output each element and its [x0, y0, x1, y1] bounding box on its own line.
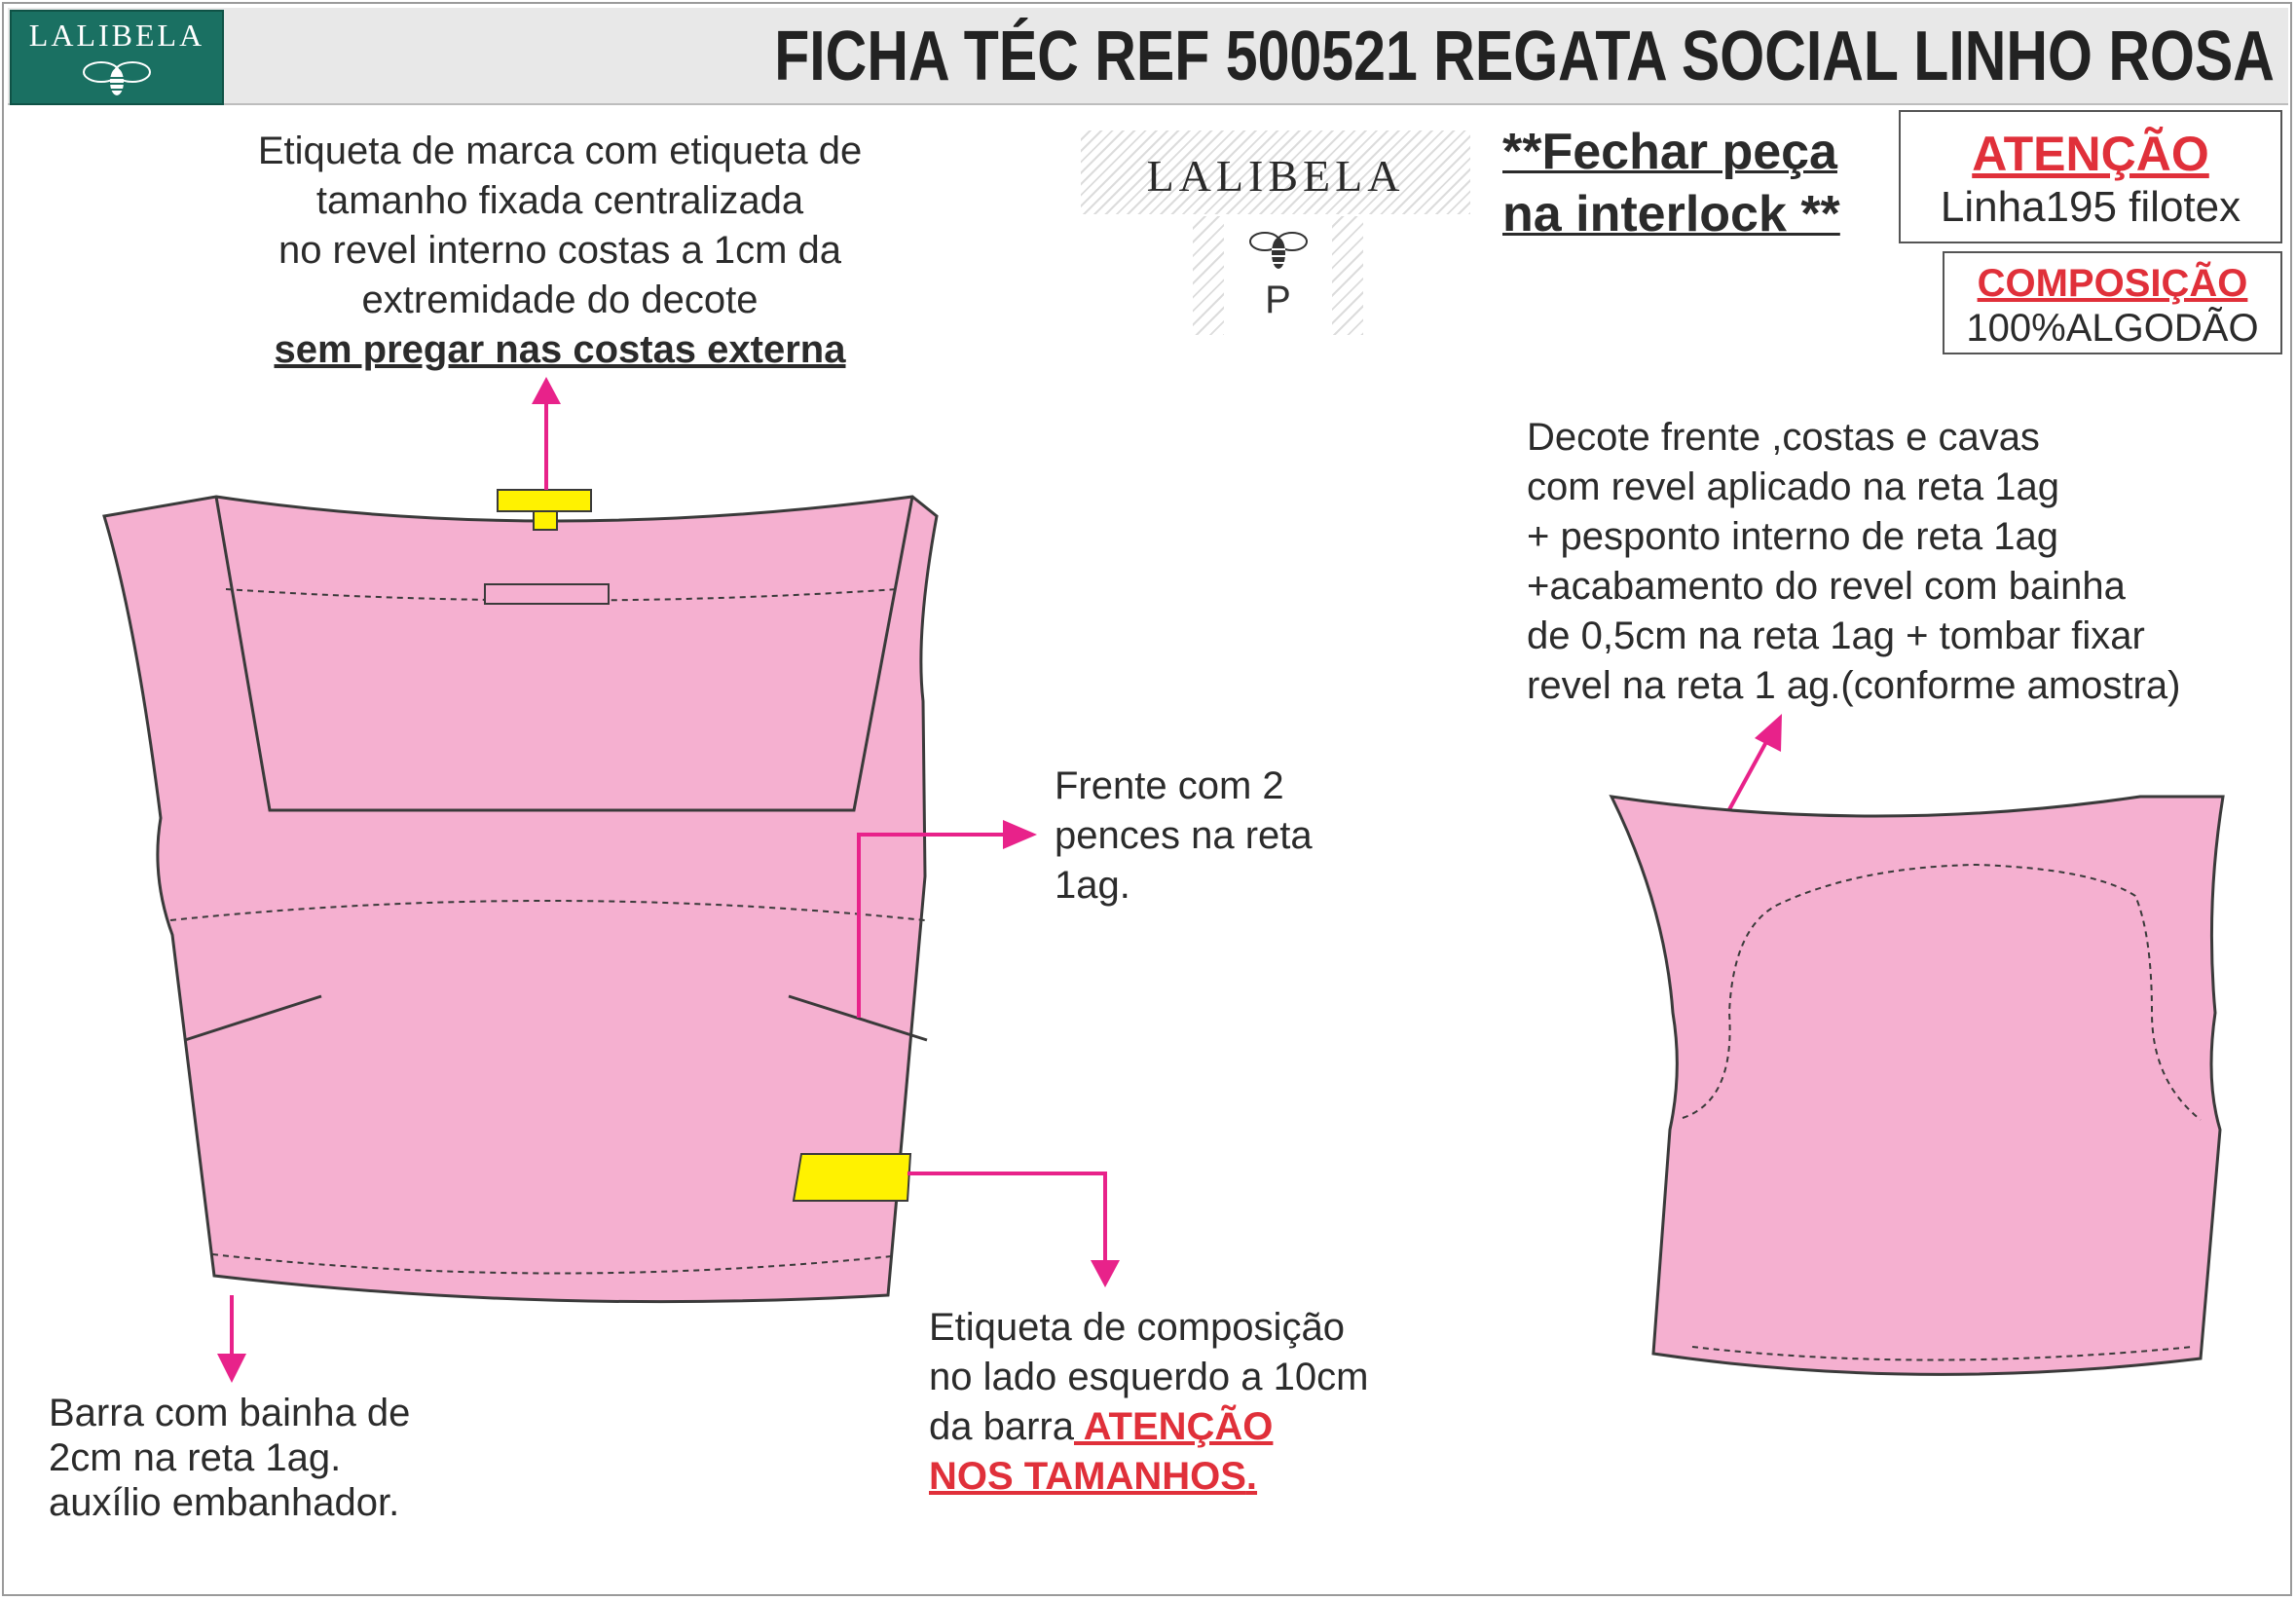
fechar-line: na interlock ** [1502, 186, 1840, 242]
note-line: com revel aplicado na reta 1ag [1527, 465, 2059, 508]
arrow-down-icon [217, 1354, 246, 1383]
fechar-line: **Fechar peça [1502, 124, 1837, 180]
warn-dot: . [1245, 1455, 1258, 1498]
note-line: revel na reta 1 ag.(conforme amostra) [1527, 664, 2181, 707]
note-line: Etiqueta de marca com etiqueta de [257, 130, 863, 172]
note-line: Decote frente ,costas e cavas [1527, 416, 2040, 459]
size-text: P [1265, 279, 1291, 321]
arrow-down-icon [1091, 1260, 1120, 1287]
atencao-title: ATENÇÃO [1972, 127, 2209, 181]
note-line: no revel interno costas a 1cm da [278, 229, 842, 272]
note-line: + pesponto interno de reta 1ag [1527, 515, 2058, 558]
arrow-up-right-icon [1755, 714, 1782, 752]
composition-label [794, 1154, 910, 1201]
note-text: da barra [929, 1405, 1074, 1448]
arrow-up-icon [532, 377, 561, 404]
composicao-title: COMPOSIÇÃO [1977, 262, 2248, 305]
note-line: Etiqueta de composição [929, 1306, 1345, 1349]
front-garment [104, 497, 937, 1302]
composicao-line: 100%ALGODÃO [1966, 307, 2259, 350]
brand-label-position [485, 584, 609, 604]
warn-text: NOS TAMANHOS [929, 1455, 1246, 1498]
back-garment [1611, 797, 2223, 1374]
note-line: 1ag. [1055, 864, 1130, 907]
atencao-line: Linha195 filotex [1940, 183, 2241, 231]
note-line: +acabamento do revel com bainha [1527, 565, 2126, 608]
warn-text: ATENÇÃO [1073, 1405, 1274, 1448]
note-line: de 0,5cm na reta 1ag + tombar fixar [1527, 614, 2145, 657]
note-line: Barra com bainha de [49, 1392, 411, 1434]
note-line: tamanho fixada centralizada [315, 179, 804, 222]
note-line: pences na reta [1055, 814, 1313, 857]
arrow-right-icon [1003, 820, 1037, 849]
note-line: extremidade do decote [361, 279, 759, 321]
brand-label-text: LALIBELA [1146, 151, 1405, 201]
note-line: auxílio embanhador. [49, 1481, 400, 1524]
note-line-bold: sem pregar nas costas externa [274, 328, 846, 371]
note-line: Frente com 2 [1055, 764, 1284, 807]
note-line: 2cm na reta 1ag. [49, 1436, 342, 1479]
back-body [1611, 797, 2223, 1374]
arrow-line [907, 1173, 1105, 1268]
logo-text: LALIBELA [28, 18, 205, 53]
page-title: FICHA TÉC REF 500521 REGATA SOCIAL LINHO ROSA [774, 18, 2275, 95]
note-line: no lado esquerdo a 10cm [929, 1356, 1369, 1398]
